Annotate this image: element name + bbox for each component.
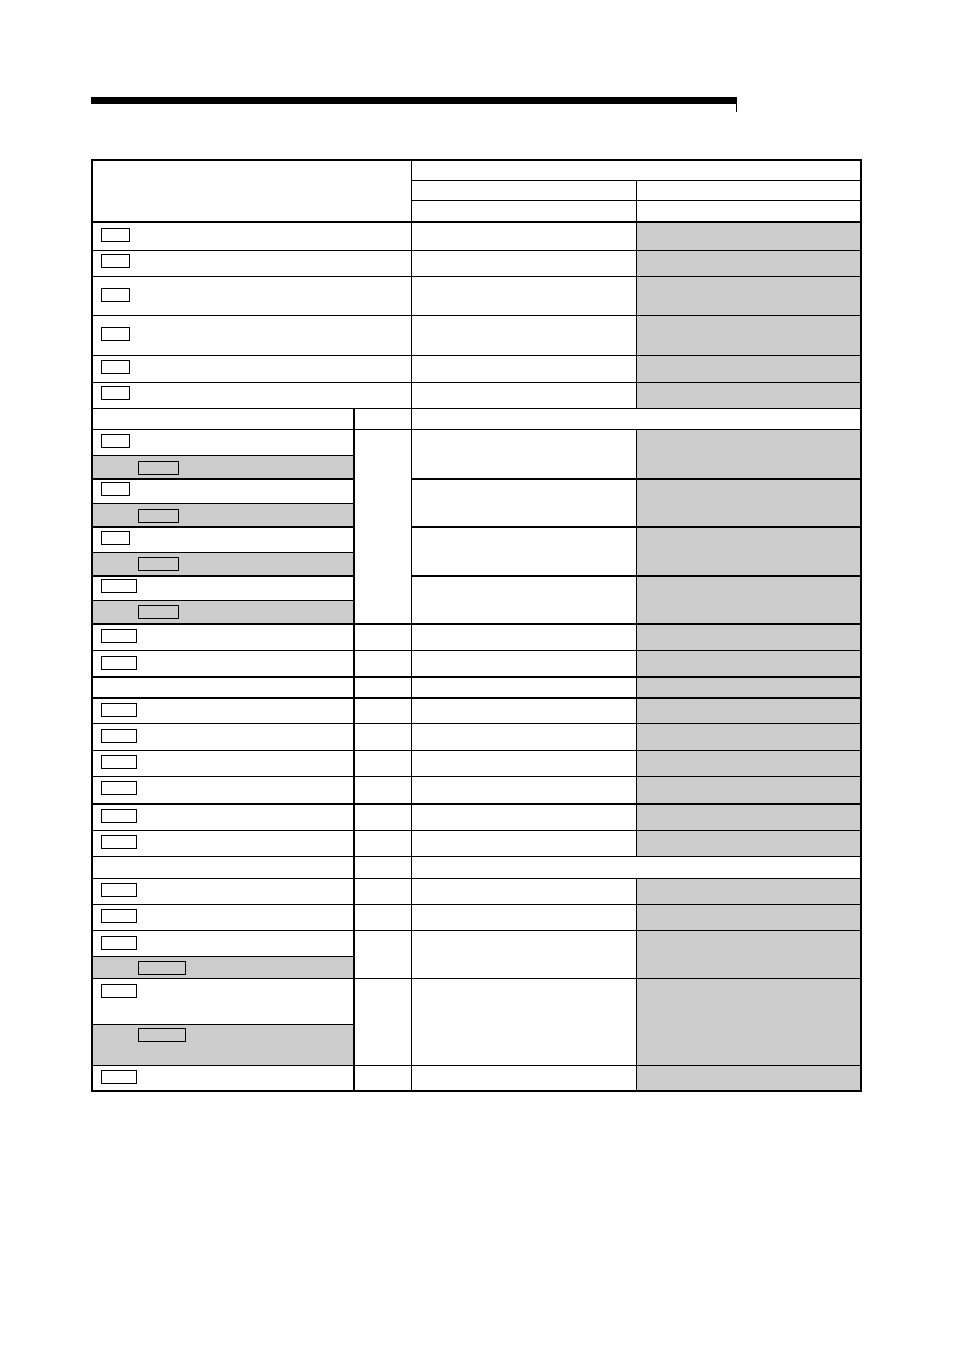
sub-item-code-box — [138, 509, 179, 523]
item-code-box — [101, 482, 130, 496]
shaded-value-cell — [636, 723, 861, 750]
row-divider — [91, 315, 862, 316]
row-divider — [91, 250, 862, 251]
header-bottom-rule — [91, 221, 862, 223]
row-divider — [91, 575, 354, 577]
item-code-box — [101, 984, 137, 998]
sub-item-code-box — [138, 557, 179, 571]
shaded-value-cell — [636, 878, 861, 904]
row-divider — [91, 750, 862, 751]
shaded-value-cell — [636, 750, 861, 776]
column-divider — [636, 429, 637, 676]
row-divider — [411, 478, 862, 480]
shaded-subitem-cell — [91, 600, 354, 623]
item-code-box — [101, 579, 137, 593]
shaded-value-cell — [636, 222, 861, 250]
section-side-column-left — [353, 408, 355, 676]
sub-item-code-box — [138, 961, 186, 975]
item-code-box — [101, 1070, 137, 1084]
item-code-box — [101, 936, 137, 950]
item-code-box — [101, 386, 130, 400]
row-divider — [411, 526, 862, 528]
shaded-value-cell — [636, 526, 861, 575]
row-divider — [91, 276, 862, 277]
subitem-divider — [91, 455, 354, 456]
shaded-value-cell — [636, 315, 861, 355]
item-code-box — [101, 835, 137, 849]
table-border-top — [91, 159, 862, 161]
sub-item-code-box — [138, 461, 179, 475]
header-rule — [91, 97, 737, 104]
section-header-divider — [91, 878, 862, 879]
row-divider — [411, 575, 862, 577]
shaded-value-cell — [636, 650, 861, 676]
shaded-subitem-cell — [91, 503, 354, 526]
section-side-column-left — [353, 856, 355, 1092]
shaded-value-cell — [636, 382, 861, 408]
shaded-value-cell — [636, 1065, 861, 1091]
table-border-left — [91, 159, 93, 1092]
section-divider — [91, 676, 862, 678]
shaded-subitem-cell — [91, 455, 354, 478]
row-divider — [91, 478, 354, 480]
subitem-divider — [91, 503, 354, 504]
shaded-value-cell — [636, 978, 861, 1065]
row-divider — [91, 723, 862, 724]
row-divider — [91, 650, 862, 651]
subitem-divider — [91, 1024, 354, 1025]
row-divider — [91, 776, 862, 777]
column-divider — [636, 676, 637, 856]
item-code-box — [101, 288, 130, 302]
item-code-box — [101, 228, 130, 242]
settings-table — [91, 159, 862, 1092]
column-divider — [411, 159, 412, 408]
row-divider — [91, 355, 862, 356]
row-divider — [91, 1065, 862, 1066]
shaded-value-cell — [636, 803, 861, 830]
subitem-divider — [91, 552, 354, 553]
item-code-box — [101, 809, 137, 823]
item-code-box — [101, 360, 130, 374]
item-code-box — [101, 781, 137, 795]
shaded-value-cell — [636, 478, 861, 526]
column-divider — [636, 878, 637, 1092]
shaded-value-cell — [636, 355, 861, 382]
item-code-box — [101, 909, 137, 923]
item-code-box — [101, 703, 137, 717]
shaded-subitem-cell — [91, 552, 354, 575]
row-divider — [91, 803, 862, 805]
section-header-divider — [91, 429, 862, 430]
item-code-box — [101, 883, 137, 897]
item-code-box — [101, 656, 137, 670]
item-code-box — [101, 629, 137, 643]
table-border-right — [860, 159, 862, 1092]
shaded-value-cell — [636, 830, 861, 856]
shaded-value-cell — [636, 776, 861, 803]
row-divider — [91, 904, 862, 905]
sub-item-code-box — [138, 1028, 186, 1042]
shaded-value-cell — [636, 930, 861, 978]
header-rule-tick — [736, 104, 737, 112]
shaded-subitem-cell — [91, 1024, 354, 1065]
section-side-column-left — [353, 676, 355, 856]
shaded-value-cell — [636, 623, 861, 650]
section-divider — [91, 408, 862, 409]
item-code-box — [101, 434, 130, 448]
shaded-value-cell — [636, 697, 861, 723]
shaded-value-cell — [636, 250, 861, 276]
item-code-box — [101, 254, 130, 268]
item-code-box — [101, 729, 137, 743]
item-code-box — [101, 327, 130, 341]
section-divider — [91, 856, 862, 857]
item-code-box — [101, 531, 130, 545]
row-divider — [91, 526, 354, 528]
sub-item-code-box — [138, 605, 179, 619]
row-divider — [91, 830, 862, 831]
shaded-value-cell — [636, 276, 861, 315]
shaded-value-cell — [636, 429, 861, 478]
shaded-value-cell — [636, 676, 861, 697]
row-divider — [91, 930, 862, 931]
shaded-value-cell — [636, 904, 861, 930]
row-divider — [91, 978, 862, 979]
subitem-divider — [91, 600, 354, 601]
row-divider — [91, 382, 862, 383]
shaded-value-cell — [636, 575, 861, 623]
row-divider — [91, 623, 862, 625]
subitem-divider — [91, 956, 354, 957]
column-divider — [636, 180, 637, 408]
section-header-divider — [91, 697, 862, 699]
item-code-box — [101, 755, 137, 769]
table-border-bottom — [91, 1090, 862, 1092]
shaded-subitem-cell — [91, 956, 354, 978]
